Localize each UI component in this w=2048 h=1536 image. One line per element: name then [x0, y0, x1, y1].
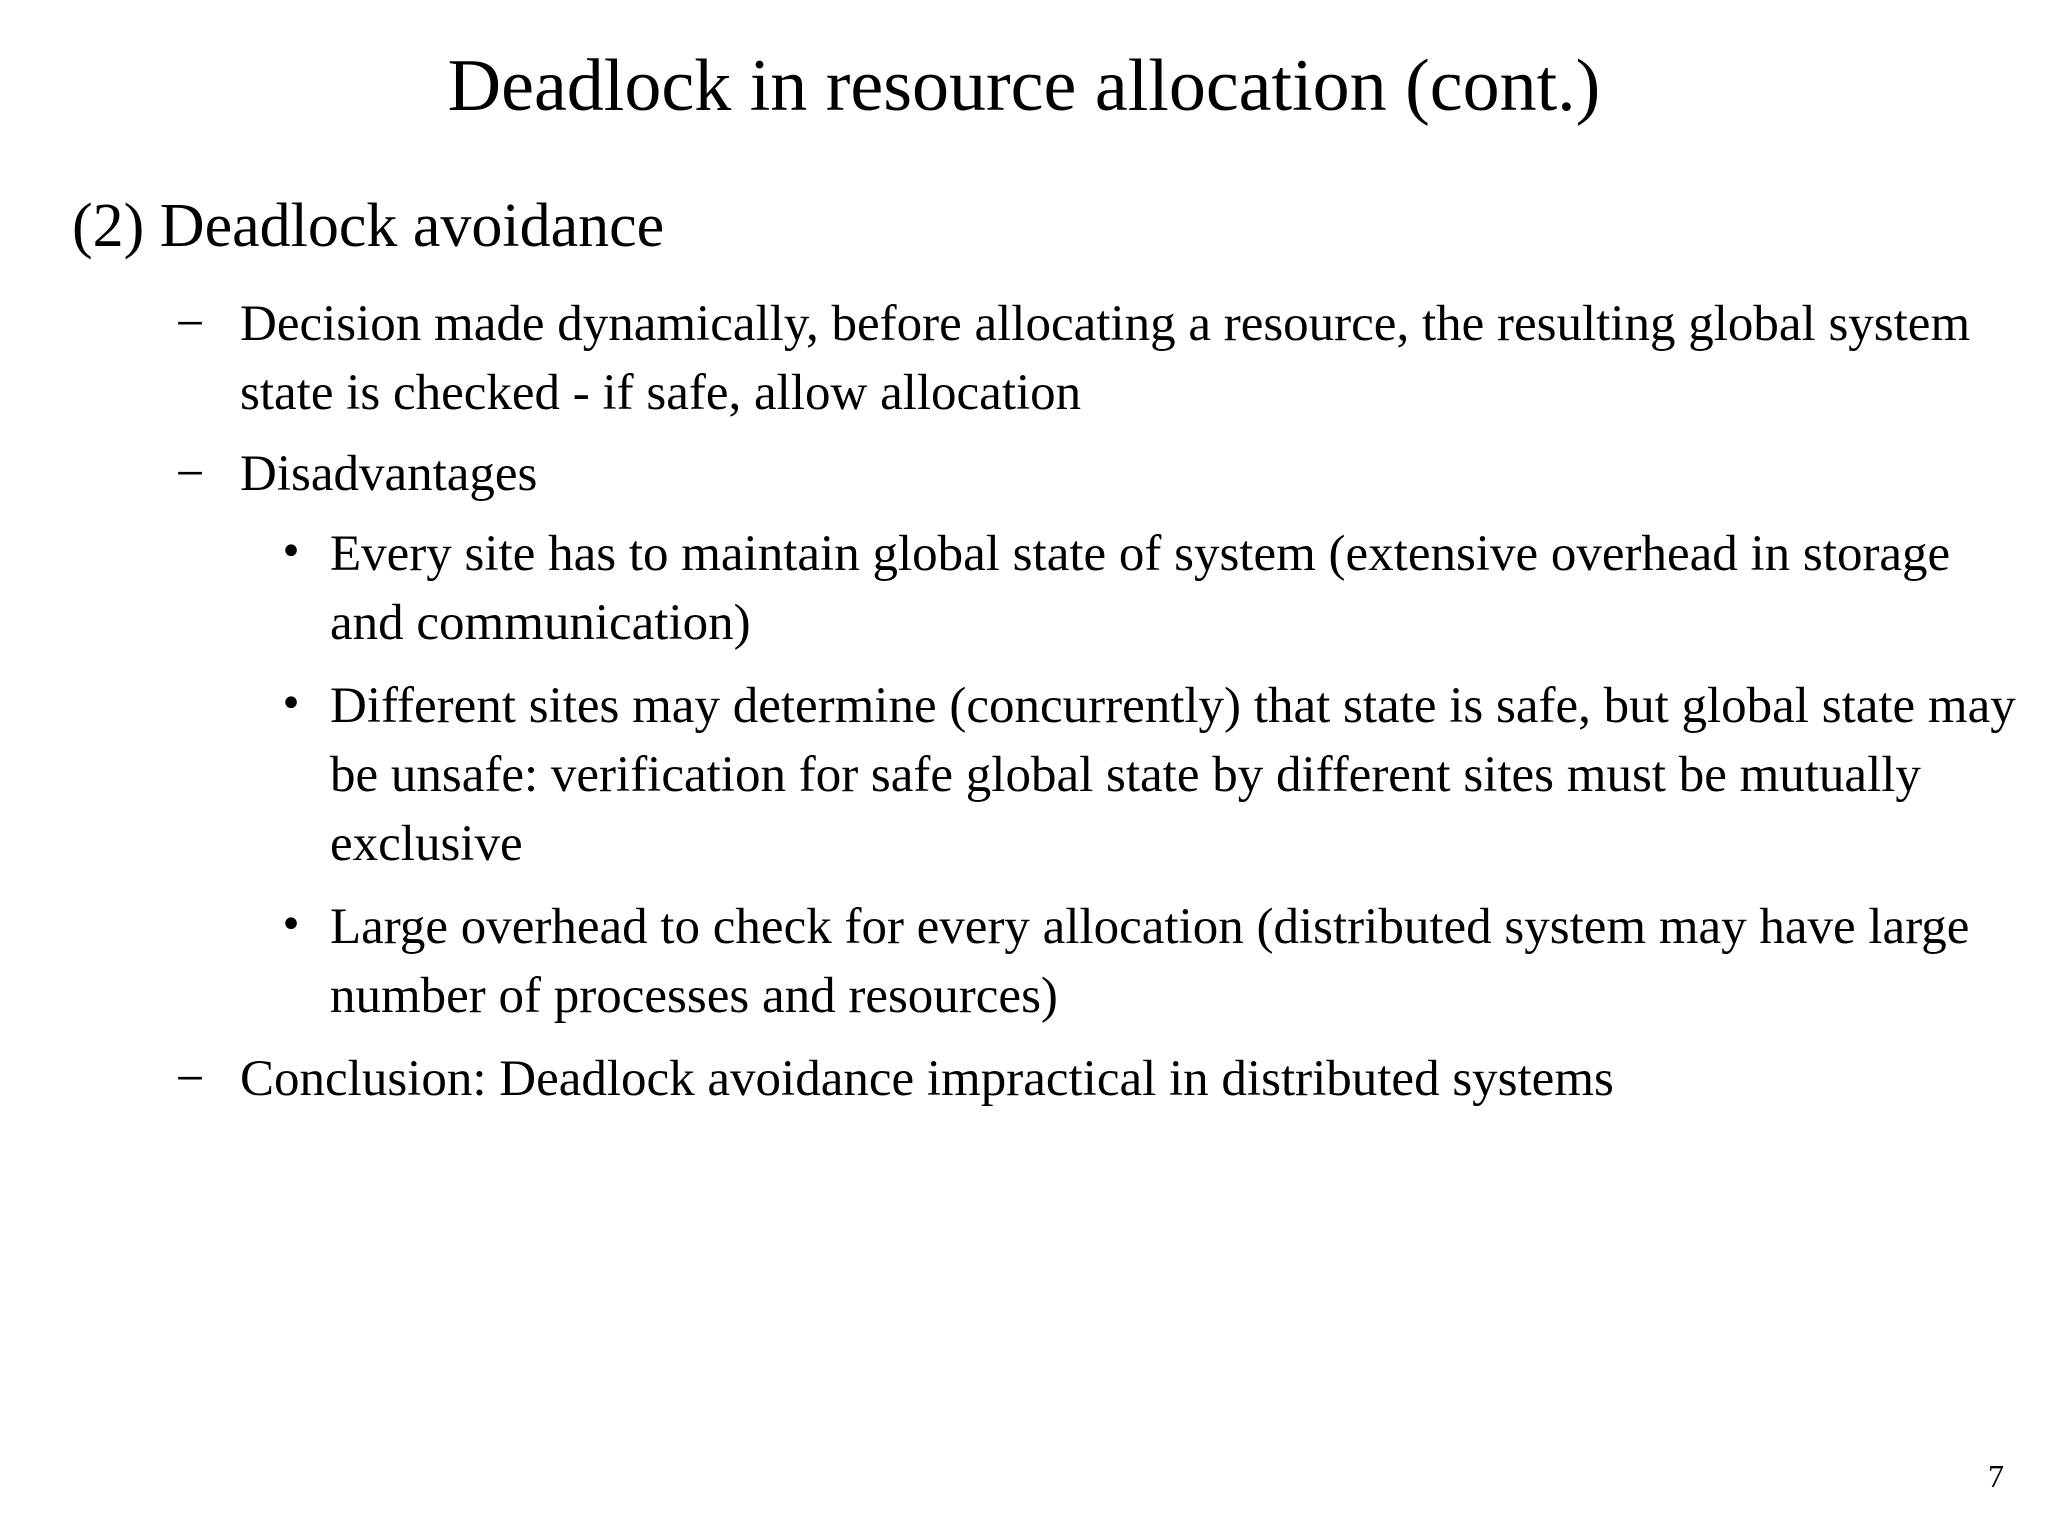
- dash-item-decision: [175, 290, 1980, 428]
- bullet-item-concurrent-sites: [279, 672, 2030, 879]
- dash-marker-icon: −: [175, 296, 205, 352]
- dash-item-text: Conclusion: Deadlock avoidance impractical in distributed systems: [240, 1051, 1614, 1107]
- dash-marker-icon: −: [175, 446, 205, 502]
- slide-title: Deadlock in resource allocation (cont.): [447, 45, 1601, 127]
- bullet-item-text: Every site has to maintain global state of system (extensive overhead in storage and communication): [330, 526, 1951, 651]
- dash-marker-icon: −: [175, 1051, 205, 1107]
- page-number: 7: [1988, 1458, 2004, 1494]
- bullet-item-text: Different sites may determine (concurrently) that state is safe, but global state may be unsafe: verification for safe global state by different sites must be mutually exclusive: [330, 678, 2016, 872]
- bullet-marker-icon: •: [279, 529, 303, 575]
- bullet-item-text: Large overhead to check for every allocation (distributed system may have large number of processes and resources): [330, 899, 1970, 1024]
- section-heading: (2) Deadlock avoidance: [72, 192, 665, 260]
- bullet-item-overhead: [279, 893, 2030, 1031]
- bullet-item-global-state: [279, 520, 2030, 658]
- bullet-marker-icon: •: [279, 902, 303, 948]
- dash-item-text: Decision made dynamically, before allocating a resource, the resulting global system state is checked - if safe, allow allocation: [240, 296, 1971, 421]
- dash-item-disadvantages: [175, 440, 1980, 509]
- bullet-marker-icon: •: [279, 681, 303, 727]
- dash-item-text: Disadvantages: [240, 446, 538, 502]
- dash-item-conclusion: [175, 1045, 1980, 1114]
